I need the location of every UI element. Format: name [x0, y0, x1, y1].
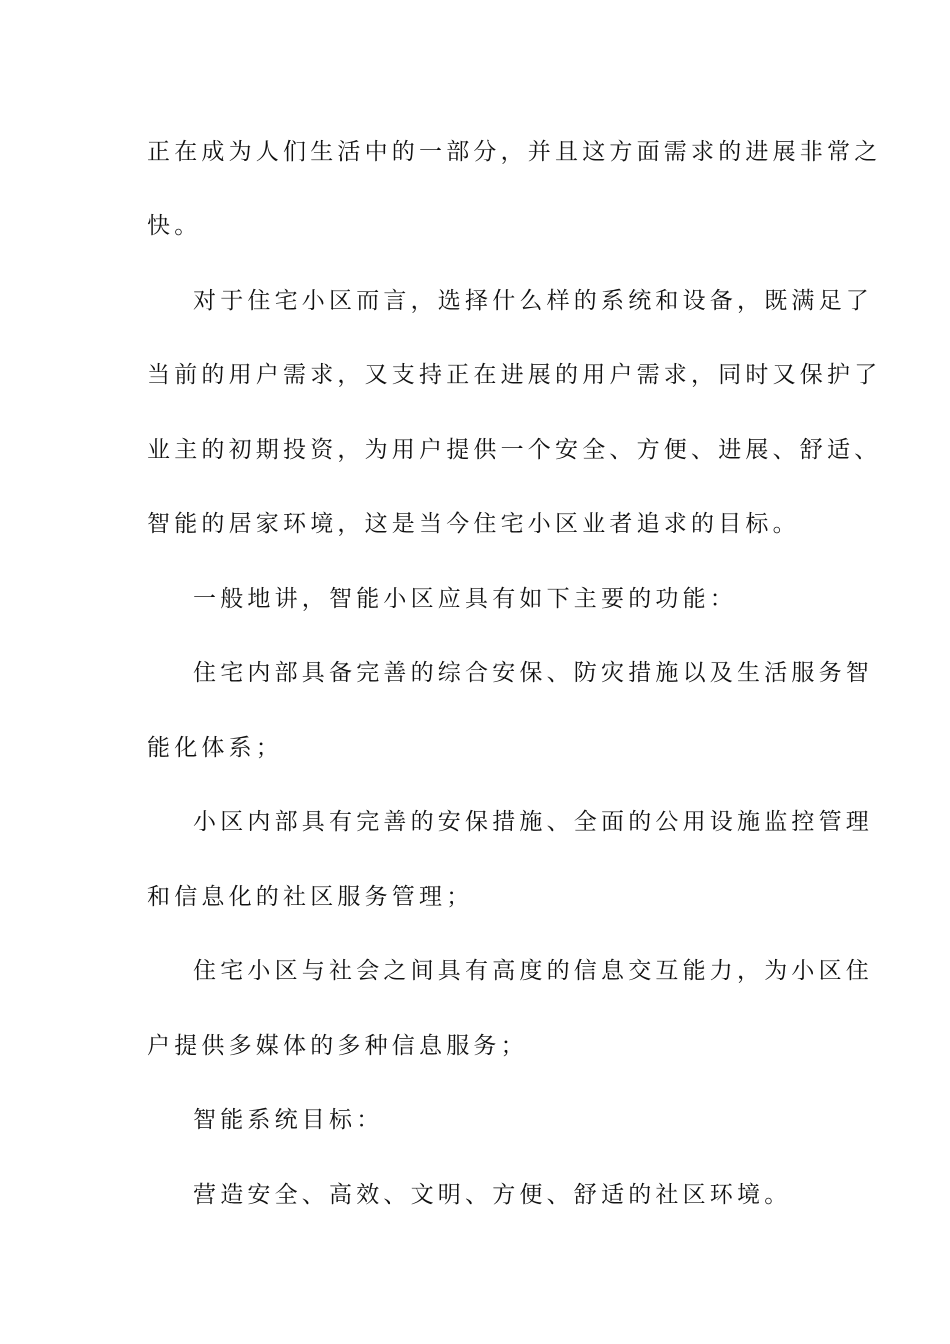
- paragraph-smart-community-functions-intro: 一般地讲，智能小区应具有如下主要的功能：: [193, 586, 737, 612]
- text-line-continuation-end: 快。: [147, 213, 202, 239]
- paragraph-residential-selection-start: 对于住宅小区而言，选择什么样的系统和设备，既满足了: [193, 288, 873, 314]
- paragraph-residential-selection-line: 当前的用户需求，又支持正在进展的用户需求，同时又保护了: [147, 362, 882, 388]
- function-information-exchange-start: 住宅小区与社会之间具有高度的信息交互能力，为小区住: [193, 958, 873, 984]
- smart-system-goals-heading: 智能系统目标：: [193, 1107, 384, 1133]
- paragraph-residential-selection-end: 智能的居家环境，这是当今住宅小区业者追求的目标。: [147, 511, 800, 537]
- function-home-security-start: 住宅内部具备完善的综合安保、防灾措施以及生活服务智: [193, 660, 873, 686]
- smart-system-goal: 营造安全、高效、文明、方便、舒适的社区环境。: [193, 1182, 792, 1208]
- function-community-management-end: 和信息化的社区服务管理；: [147, 884, 474, 910]
- function-community-management-start: 小区内部具有完善的安保措施、全面的公用设施监控管理: [193, 809, 873, 835]
- paragraph-residential-selection-line: 业主的初期投资，为用户提供一个安全、方便、进展、舒适、: [147, 437, 882, 463]
- function-home-security-end: 能化体系；: [147, 735, 283, 761]
- function-information-exchange-end: 户提供多媒体的多种信息服务；: [147, 1033, 528, 1059]
- text-line-continuation: 正在成为人们生活中的一部分，并且这方面需求的进展非常之: [147, 139, 882, 165]
